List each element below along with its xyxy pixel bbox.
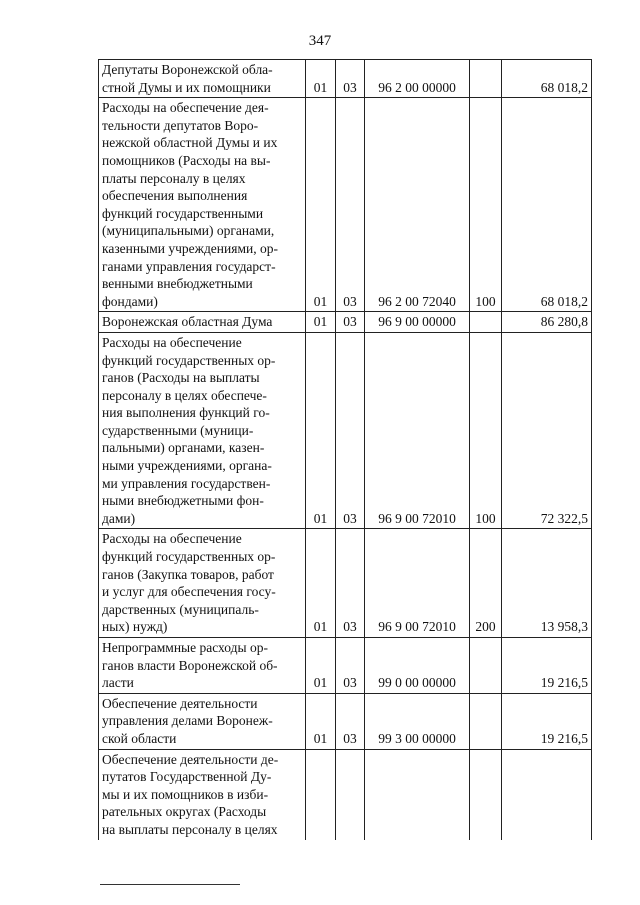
section-code: 01: [306, 60, 336, 98]
subsection-code: 03: [336, 638, 365, 694]
row-description: Расходы на обеспечение дея- тельности депутатов Воро- нежской областной Думы и их помощников (Расходы на вы- платы персоналу в целях обеспечения выполнения функций государственными (муниципальными) органами, казенными учреждениями, ор- ганами управления государст- венными внебюджетными фондами): [99, 98, 306, 312]
row-description: Обеспечение деятельности де- путатов Государственной Ду- мы и их помощников в изби- рательных округах (Расходы на выплаты персоналу в целях: [99, 749, 306, 839]
table-row: [99, 312, 592, 333]
section-code: 01: [306, 529, 336, 638]
row-description: Непрограммные расходы ор- ганов власти Воронежской об- ласти: [99, 638, 306, 694]
budget-table: [98, 59, 592, 840]
amount: 72 322,5: [502, 332, 592, 529]
subsection-code: 03: [336, 332, 365, 529]
row-description: Расходы на обеспечение функций государственных ор- ганов (Расходы на выплаты персоналу в целях обеспече- ния выполнения функций го- сударственными (муници- пальными) органами, казен- ными учреждениями, органа- ми управления государствен- ными внебюджетными фон- дами): [99, 332, 306, 529]
section-code: 01: [306, 693, 336, 749]
subsection-code: 03: [336, 693, 365, 749]
footer-divider: [100, 884, 240, 885]
amount: 19 216,5: [502, 693, 592, 749]
expense-type-code: 200: [470, 529, 502, 638]
row-description: Депутаты Воронежской обла- стной Думы и их помощники: [99, 60, 306, 98]
expense-type-code: [470, 638, 502, 694]
row-description: Воронежская областная Дума: [99, 312, 306, 333]
section-code: [306, 749, 336, 839]
amount: 19 216,5: [502, 638, 592, 694]
row-description: Обеспечение деятельности управления делами Воронеж- ской области: [99, 693, 306, 749]
target-article-code: 96 2 00 00000: [365, 60, 470, 98]
target-article-code: 99 3 00 00000: [365, 693, 470, 749]
section-code: 01: [306, 312, 336, 333]
section-code: 01: [306, 332, 336, 529]
amount: [502, 749, 592, 839]
subsection-code: 03: [336, 312, 365, 333]
subsection-code: [336, 749, 365, 839]
subsection-code: 03: [336, 529, 365, 638]
target-article-code: 96 9 00 72010: [365, 332, 470, 529]
table-row: [99, 98, 592, 312]
expense-type-code: [470, 60, 502, 98]
table-row: [99, 638, 592, 694]
expense-type-code: [470, 693, 502, 749]
subsection-code: 03: [336, 98, 365, 312]
target-article-code: 96 2 00 72040: [365, 98, 470, 312]
table-row: [99, 332, 592, 529]
table-row: [99, 529, 592, 638]
amount: 86 280,8: [502, 312, 592, 333]
target-article-code: 96 9 00 00000: [365, 312, 470, 333]
row-description: Расходы на обеспечение функций государственных ор- ганов (Закупка товаров, работ и услуг для обеспечения госу- дарственных (муниципаль- ных) нужд): [99, 529, 306, 638]
amount: 13 958,3: [502, 529, 592, 638]
table-row: [99, 60, 592, 98]
section-code: 01: [306, 98, 336, 312]
amount: 68 018,2: [502, 60, 592, 98]
section-code: 01: [306, 638, 336, 694]
page-number: 347: [308, 33, 332, 49]
target-article-code: 99 0 00 00000: [365, 638, 470, 694]
expense-type-code: 100: [470, 98, 502, 312]
expense-type-code: [470, 312, 502, 333]
table-row: [99, 749, 592, 839]
table-row: [99, 693, 592, 749]
target-article-code: [365, 749, 470, 839]
target-article-code: 96 9 00 72010: [365, 529, 470, 638]
subsection-code: 03: [336, 60, 365, 98]
amount: 68 018,2: [502, 98, 592, 312]
expense-type-code: [470, 749, 502, 839]
expense-type-code: 100: [470, 332, 502, 529]
